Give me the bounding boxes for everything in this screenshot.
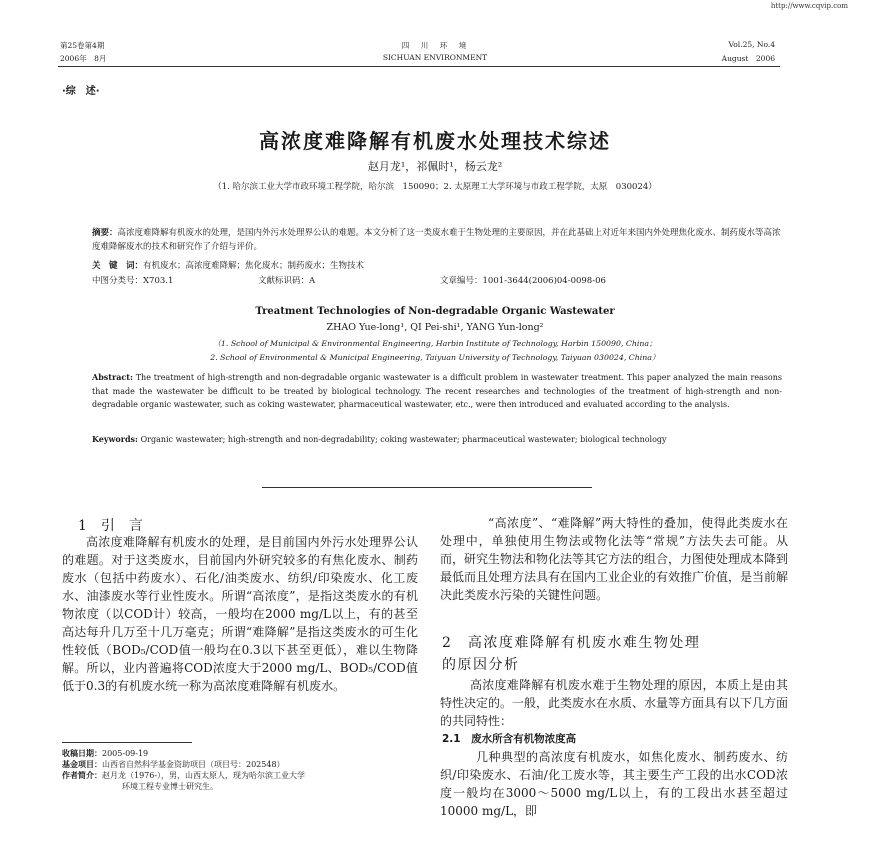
date-en: August 2006	[721, 54, 775, 63]
fund-label: 基金项目：	[62, 759, 102, 769]
author-bio-2: 环境工程专业博士研究生。	[122, 782, 218, 791]
article-number: 文章编号：1001-3644(2006)04-0098-06	[440, 276, 606, 286]
volume-en: Vol.25, No.4	[728, 40, 775, 49]
english-affiliation-1: （1. School of Municipal & Environmental Engineering, Harbin Institute of Technology, Harbin 150090, China；	[213, 339, 657, 348]
journal-name-cn: 四 川 环 境	[401, 41, 469, 50]
english-abstract-text: The treatment of high-strength and non-degradable organic wastewater is a difficult problem in wastewater treatment. This paper analyzed the main reasons that made the wastewater be difficult to be treated by biological technology. The recent researches and technologies of the treatment of high-strength and non-degradable organic wastewater, such as coking wastewater, pharmaceutical wastewater, etc., were then introduced and evaluated according to the analysis.	[92, 373, 782, 409]
keywords-cn	[92, 259, 364, 271]
keywords-cn-text: 有机废水；高浓度难降解；焦化废水；制药废水；生物技术	[143, 261, 365, 271]
site-url: http://www.cqvip.com	[770, 2, 848, 10]
section-1-heading: 1 引 言	[78, 518, 143, 534]
affiliation-cn: （1. 哈尔滨工业大学市政环境工程学院，哈尔滨 150090；2. 太原理工大学环境与市政工程学院，太原 030024）	[213, 182, 657, 192]
volume-cn: 第25卷第4期	[60, 41, 105, 50]
authors-cn: 赵月龙¹，祁佩时¹，杨云龙²	[367, 160, 503, 173]
author-bio-label: 作者简介：	[62, 770, 102, 780]
footnote-rule	[62, 742, 192, 743]
abstract-cn-label: 摘要：	[92, 228, 118, 238]
abstract-cn	[92, 226, 782, 254]
received-label: 收稿日期：	[62, 748, 102, 758]
received-date: 2005-09-19	[102, 749, 149, 758]
right-column-intro: “高浓度”、“难降解”两大特性的叠加，使得此类废水在处理中，单独使用生物法或物化法等“常规”方法失去可能。从而，研究生物法和物化法等其它方法的组合，力图使处理成本降到最低而且处理方法具有在国内工业企业的有效推广价值，是当前解决此类废水污染的关键性问题。	[440, 516, 789, 602]
clc-number: 中图分类号：X703.1	[92, 276, 174, 286]
paper-title: 高浓度难降解有机废水处理技术综述	[259, 129, 611, 153]
date-cn: 2006年 8月	[60, 54, 107, 63]
separator-rule	[262, 487, 592, 488]
footnote	[62, 748, 422, 792]
journal-name-en: SICHUAN ENVIRONMENT	[382, 53, 488, 62]
section-2-heading-line-1: 2 高浓度难降解有机废水难生物处理	[442, 635, 701, 651]
section-1-body: 高浓度难降解有机废水的处理，是目前国内外污水处理界公认的难题。对于这类废水，目前国内外研究较多的有焦化废水、制药废水（包括中药废水）、石化/油类废水、纺织/印染废水、化工废水、油漆废水等行业性废水。所谓“高浓度”，是指这类废水的有机物浓度（以COD计）较高，一般均在2000 mg/L以上，有的甚至高达每升几万至十几万毫克；所谓“难降解”是指这类废水的可生化性较低（BOD₅/COD值一般均在0.3以下甚至更低），难以生物降解。所以，业内普遍将COD浓度大于2000 mg/L、BOD₅/COD值低于0.3的有机废水统一称为高浓度难降解有机废水。	[62, 535, 418, 693]
english-authors: ZHAO Yue-long¹, QI Pei-shi¹, YANG Yun-long²	[326, 322, 544, 333]
section-tag: ·综 述·	[62, 86, 100, 97]
header-rule	[58, 66, 780, 67]
english-keywords-text: Organic wastewater; high-strength and non-degradability; coking wastewater; pharmaceutical wastewater; biological technology	[140, 435, 667, 444]
english-title: Treatment Technologies of Non-degradable Organic Wastewater	[255, 306, 615, 317]
section-2-heading-line-2: 的原因分析	[442, 657, 520, 673]
document-code: 文献标识码：A	[258, 276, 316, 286]
abstract-cn-text: 高浓度难降解有机废水的处理，是国内外污水处理界公认的难题。本文分析了这一类废水难于生物处理的主要原因，并在此基础上对近年来国内外处理焦化废水、制药废水等高浓度难降解废水的技术和研究作了介绍与评价。	[92, 228, 781, 252]
english-abstract-label: Abstract:	[92, 372, 133, 382]
section-2-body: 高浓度难降解有机废水难于生物处理的原因，本质上是由其特性决定的。一般，此类废水在水质、水量等方面具有以下几方面的共同特性：	[440, 678, 789, 728]
english-keywords-label: Keywords:	[92, 434, 139, 444]
english-affiliation-2: 2. School of Environmental & Municipal Engineering, Taiyuan University of Technology, Taiyuan 030024, China）	[210, 353, 660, 362]
section-2-1-body: 几种典型的高浓度有机废水，如焦化废水、制药废水、纺织/印染废水、石油/化工废水等，其主要生产工段的出水COD浓度一般均在3000～5000 mg/L以上，有的工段出水甚至超过10000 mg/L，即	[440, 750, 788, 818]
fund-text: 山西省自然科学基金资助项目（项目号：202548）	[102, 760, 285, 769]
english-keywords	[92, 433, 782, 447]
section-2-1-heading: 2.1 废水所含有机物浓度高	[442, 733, 577, 745]
author-bio-1: 赵月龙（1976-），男，山西太原人，现为哈尔滨工业大学	[102, 771, 306, 780]
keywords-cn-label: 关 键 词：	[92, 261, 144, 271]
english-abstract	[92, 371, 782, 412]
